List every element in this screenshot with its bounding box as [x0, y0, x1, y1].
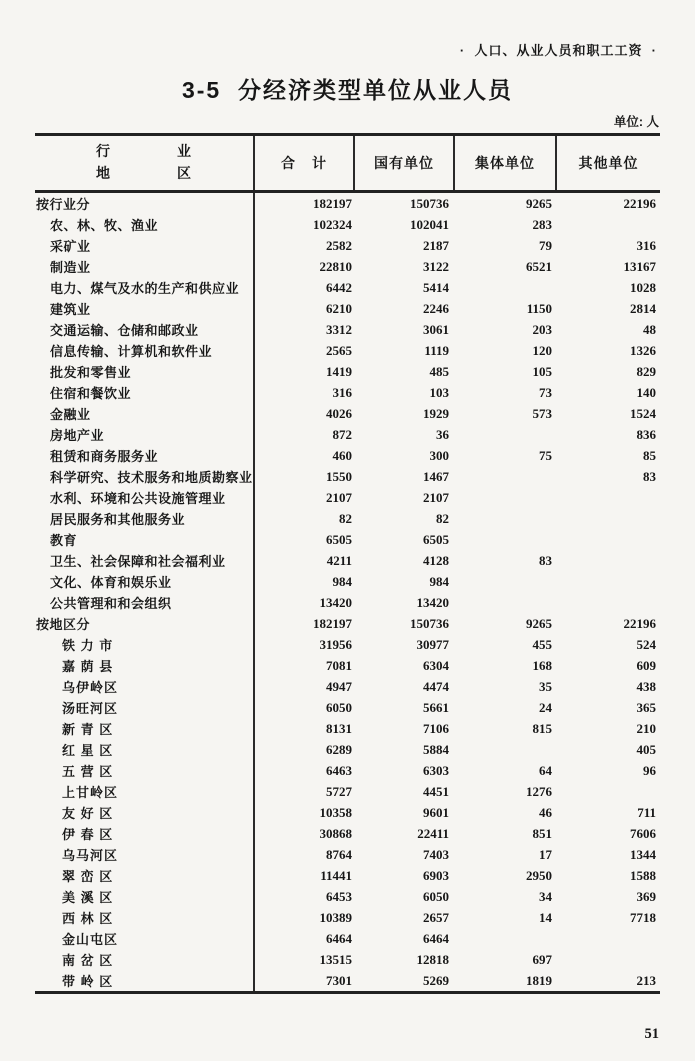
- cell-total: 6453: [326, 888, 352, 904]
- cell-other: 2814: [630, 300, 656, 316]
- cell-total: 3312: [326, 321, 352, 337]
- cell-total: 7301: [326, 972, 352, 988]
- table-row: [35, 970, 660, 991]
- cell-collective: 14: [539, 909, 552, 925]
- row-label: 汤旺河区: [35, 697, 255, 718]
- cell-collective: 2950: [526, 867, 552, 883]
- header-char: 业: [177, 143, 192, 160]
- cell-total: 1550: [326, 468, 352, 484]
- row-label: 采矿业: [35, 235, 255, 256]
- cell-total: 182197: [313, 615, 352, 631]
- cell-state-owned: 36: [436, 426, 449, 442]
- row-label: 嘉 荫 县: [35, 655, 255, 676]
- cell-other: 609: [636, 657, 656, 673]
- cell-other: 524: [636, 636, 656, 652]
- cell-state-owned: 12818: [416, 951, 449, 967]
- row-label: 五 营 区: [35, 760, 255, 781]
- row-label: 房地产业: [35, 424, 255, 445]
- cell-state-owned: 5661: [423, 699, 449, 715]
- row-label: 上甘岭区: [35, 781, 255, 802]
- cell-state-owned: 150736: [410, 615, 449, 631]
- cell-other: 711: [637, 804, 656, 820]
- table-row: [35, 718, 660, 739]
- row-label: 制造业: [35, 256, 255, 277]
- cell-collective: 79: [539, 237, 552, 253]
- table-row: [35, 571, 660, 592]
- cell-total: 2582: [326, 237, 352, 253]
- cell-state-owned: 6464: [423, 930, 449, 946]
- cell-total: 31956: [319, 636, 352, 652]
- table-row: [35, 445, 660, 466]
- row-label: 乌马河区: [35, 844, 255, 865]
- cell-other: 365: [636, 699, 656, 715]
- cell-total: 984: [332, 573, 352, 589]
- cell-other: 1588: [630, 867, 656, 883]
- cell-total: 7081: [326, 657, 352, 673]
- cell-state-owned: 2187: [423, 237, 449, 253]
- cell-state-owned: 9601: [423, 804, 449, 820]
- cell-collective: 34: [539, 888, 552, 904]
- cell-total: 316: [332, 384, 352, 400]
- row-label: 建筑业: [35, 298, 255, 319]
- table-row: [35, 949, 660, 970]
- cell-other: 7606: [630, 825, 656, 841]
- cell-state-owned: 3122: [423, 258, 449, 274]
- cell-total: 2107: [326, 489, 352, 505]
- table-row: [35, 613, 660, 634]
- cell-other: 85: [643, 447, 656, 463]
- cell-other: 140: [636, 384, 656, 400]
- cell-total: 872: [332, 426, 352, 442]
- cell-collective: 105: [532, 363, 552, 379]
- cell-state-owned: 22411: [417, 825, 449, 841]
- cell-total: 13420: [319, 594, 352, 610]
- cell-state-owned: 2657: [423, 909, 449, 925]
- table-row: [35, 403, 660, 424]
- table-row: [35, 697, 660, 718]
- cell-total: 5727: [326, 783, 352, 799]
- cell-state-owned: 6050: [423, 888, 449, 904]
- cell-state-owned: 5884: [423, 741, 449, 757]
- cell-total: 82: [339, 510, 352, 526]
- statistics-table: [35, 133, 660, 994]
- cell-total: 6289: [326, 741, 352, 757]
- table-row: [35, 487, 660, 508]
- header-char: 地: [96, 165, 111, 181]
- cell-total: 102324: [313, 216, 352, 232]
- cell-collective: 455: [532, 636, 552, 652]
- cell-total: 1419: [326, 363, 352, 379]
- cell-state-owned: 13420: [416, 594, 449, 610]
- table-row: [35, 823, 660, 844]
- header-char: 行: [96, 143, 111, 160]
- cell-collective: 815: [532, 720, 552, 736]
- row-label: 住宿和餐饮业: [35, 382, 255, 403]
- table-row: [35, 739, 660, 760]
- row-label: 金融业: [35, 403, 255, 424]
- cell-state-owned: 5414: [423, 279, 449, 295]
- table-row: [35, 214, 660, 235]
- cell-collective: 46: [539, 804, 552, 820]
- cell-collective: 1819: [526, 972, 552, 988]
- table-row: [35, 361, 660, 382]
- cell-collective: 24: [539, 699, 552, 715]
- running-header: · 人口、从业人员和职工工资 ·: [459, 43, 657, 58]
- cell-total: 6210: [326, 300, 352, 316]
- cell-state-owned: 2107: [423, 489, 449, 505]
- cell-state-owned: 103: [429, 384, 449, 400]
- cell-total: 11441: [320, 867, 352, 883]
- cell-other: 7718: [630, 909, 656, 925]
- cell-total: 4026: [326, 405, 352, 421]
- row-label: 按行业分: [35, 193, 255, 214]
- cell-total: 6464: [326, 930, 352, 946]
- row-label: 南 岔 区: [35, 949, 255, 970]
- table-row: [35, 466, 660, 487]
- column-header-industry-region: [35, 136, 255, 190]
- row-label: 居民服务和其他服务业: [35, 508, 255, 529]
- row-label: 新 青 区: [35, 718, 255, 739]
- header-char: 区: [177, 165, 192, 181]
- cell-other: 1028: [630, 279, 656, 295]
- row-label: 铁 力 市: [35, 634, 255, 655]
- cell-other: 22196: [623, 615, 656, 631]
- cell-other: 48: [643, 321, 656, 337]
- table-row: [35, 907, 660, 928]
- row-label: 批发和零售业: [35, 361, 255, 382]
- cell-other: 316: [636, 237, 656, 253]
- table-row: [35, 865, 660, 886]
- table-row: [35, 256, 660, 277]
- row-label: 教育: [35, 529, 255, 550]
- cell-state-owned: 4474: [423, 678, 449, 694]
- table-row: [35, 340, 660, 361]
- cell-state-owned: 4128: [423, 552, 449, 568]
- cell-other: 369: [636, 888, 656, 904]
- table-row: [35, 592, 660, 613]
- row-label: 公共管理和和会组织: [35, 592, 255, 613]
- cell-state-owned: 7106: [423, 720, 449, 736]
- cell-collective: 35: [539, 678, 552, 694]
- cell-state-owned: 5269: [423, 972, 449, 988]
- cell-state-owned: 984: [429, 573, 449, 589]
- table-row: [35, 529, 660, 550]
- cell-other: 1344: [630, 846, 656, 862]
- cell-collective: 1276: [526, 783, 552, 799]
- cell-state-owned: 6303: [423, 762, 449, 778]
- cell-state-owned: 1929: [423, 405, 449, 421]
- cell-state-owned: 6903: [423, 867, 449, 883]
- row-label: 金山屯区: [35, 928, 255, 949]
- table-title: 3-5 分经济类型单位从业人员: [181, 77, 514, 103]
- row-label: 农、林、牧、渔业: [35, 214, 255, 235]
- cell-other: 836: [636, 426, 656, 442]
- cell-collective: 83: [539, 552, 552, 568]
- table-row: [35, 193, 660, 214]
- cell-state-owned: 1467: [423, 468, 449, 484]
- cell-other: 213: [636, 972, 656, 988]
- cell-collective: 73: [539, 384, 552, 400]
- cell-other: 83: [643, 468, 656, 484]
- column-header-collective: 集体单位: [455, 136, 557, 190]
- cell-total: 10358: [319, 804, 352, 820]
- table-header-row: [35, 133, 660, 193]
- cell-total: 6442: [326, 279, 352, 295]
- cell-collective: 697: [532, 951, 552, 967]
- table-row: [35, 760, 660, 781]
- row-label: 翠 峦 区: [35, 865, 255, 886]
- cell-state-owned: 4451: [423, 783, 449, 799]
- column-header-total: [255, 136, 355, 190]
- cell-collective: 17: [539, 846, 552, 862]
- cell-state-owned: 102041: [410, 216, 449, 232]
- unit-note: 单位: 人: [613, 115, 659, 129]
- cell-state-owned: 6304: [423, 657, 449, 673]
- cell-total: 4211: [326, 552, 352, 568]
- cell-state-owned: 3061: [423, 321, 449, 337]
- row-label: 带 岭 区: [35, 970, 255, 991]
- row-label: 伊 春 区: [35, 823, 255, 844]
- cell-other: 210: [636, 720, 656, 736]
- cell-collective: 1150: [526, 300, 552, 316]
- row-label: 红 星 区: [35, 739, 255, 760]
- table-row: [35, 928, 660, 949]
- header-line-industry: [96, 141, 192, 163]
- cell-collective: 120: [532, 342, 552, 358]
- cell-state-owned: 150736: [410, 195, 449, 211]
- cell-other: 405: [636, 741, 656, 757]
- cell-state-owned: 82: [436, 510, 449, 526]
- table-row: [35, 277, 660, 298]
- row-label: 租赁和商务服务业: [35, 445, 255, 466]
- cell-total: 10389: [319, 909, 352, 925]
- cell-collective: 283: [532, 216, 552, 232]
- table-row: [35, 424, 660, 445]
- row-label: 友 好 区: [35, 802, 255, 823]
- cell-total: 6505: [326, 531, 352, 547]
- cell-state-owned: 2246: [423, 300, 449, 316]
- cell-collective: 9265: [526, 195, 552, 211]
- cell-state-owned: 1119: [424, 342, 449, 358]
- cell-total: 182197: [313, 195, 352, 211]
- table-row: [35, 550, 660, 571]
- cell-collective: 75: [539, 447, 552, 463]
- table-row: [35, 508, 660, 529]
- cell-total: 30868: [319, 825, 352, 841]
- cell-collective: 168: [532, 657, 552, 673]
- cell-collective: 64: [539, 762, 552, 778]
- table-row: [35, 781, 660, 802]
- cell-total: 460: [332, 447, 352, 463]
- row-label: 科学研究、技术服务和地质勘察业: [35, 466, 255, 487]
- row-label: 卫生、社会保障和社会福利业: [35, 550, 255, 571]
- table-row: [35, 634, 660, 655]
- cell-collective: 851: [532, 825, 552, 841]
- cell-collective: 203: [532, 321, 552, 337]
- cell-state-owned: 30977: [416, 636, 449, 652]
- cell-total: 4947: [326, 678, 352, 694]
- table-row: [35, 676, 660, 697]
- cell-state-owned: 7403: [423, 846, 449, 862]
- cell-other: 96: [643, 762, 656, 778]
- cell-other: 438: [636, 678, 656, 694]
- row-label: 文化、体育和娱乐业: [35, 571, 255, 592]
- cell-state-owned: 300: [429, 447, 449, 463]
- header-char: 计: [312, 155, 327, 171]
- cell-other: 22196: [623, 195, 656, 211]
- table-row: [35, 802, 660, 823]
- table-row: [35, 319, 660, 340]
- table-row: [35, 235, 660, 256]
- table-body: [35, 193, 660, 994]
- row-label: 交通运输、仓储和邮政业: [35, 319, 255, 340]
- cell-other: 13167: [623, 258, 656, 274]
- cell-collective: 6521: [526, 258, 552, 274]
- page-number: 51: [644, 1026, 659, 1042]
- cell-total: 8131: [326, 720, 352, 736]
- row-label: 西 林 区: [35, 907, 255, 928]
- header-char: 合: [281, 155, 296, 171]
- cell-total: 22810: [319, 258, 352, 274]
- cell-total: 8764: [326, 846, 352, 862]
- table-row: [35, 298, 660, 319]
- table-row: [35, 382, 660, 403]
- cell-other: 829: [636, 363, 656, 379]
- cell-other: 1524: [630, 405, 656, 421]
- header-line-total: [281, 153, 327, 173]
- table-row: [35, 844, 660, 865]
- cell-total: 6050: [326, 699, 352, 715]
- cell-total: 13515: [319, 951, 352, 967]
- cell-total: 6463: [326, 762, 352, 778]
- header-line-region: [96, 163, 192, 185]
- table-row: [35, 886, 660, 907]
- row-label: 水利、环境和公共设施管理业: [35, 487, 255, 508]
- row-label: 美 溪 区: [35, 886, 255, 907]
- table-row: [35, 655, 660, 676]
- column-header-other: 其他单位: [578, 155, 639, 171]
- row-label: 按地区分: [35, 613, 255, 634]
- cell-collective: 573: [532, 405, 552, 421]
- cell-collective: 9265: [526, 615, 552, 631]
- row-label: 乌伊岭区: [35, 676, 255, 697]
- row-label: 电力、煤气及水的生产和供应业: [35, 277, 255, 298]
- row-label: 信息传输、计算机和软件业: [35, 340, 255, 361]
- cell-state-owned: 6505: [423, 531, 449, 547]
- cell-state-owned: 485: [429, 363, 449, 379]
- cell-total: 2565: [326, 342, 352, 358]
- column-header-state-owned: 国有单位: [355, 136, 455, 190]
- cell-other: 1326: [630, 342, 656, 358]
